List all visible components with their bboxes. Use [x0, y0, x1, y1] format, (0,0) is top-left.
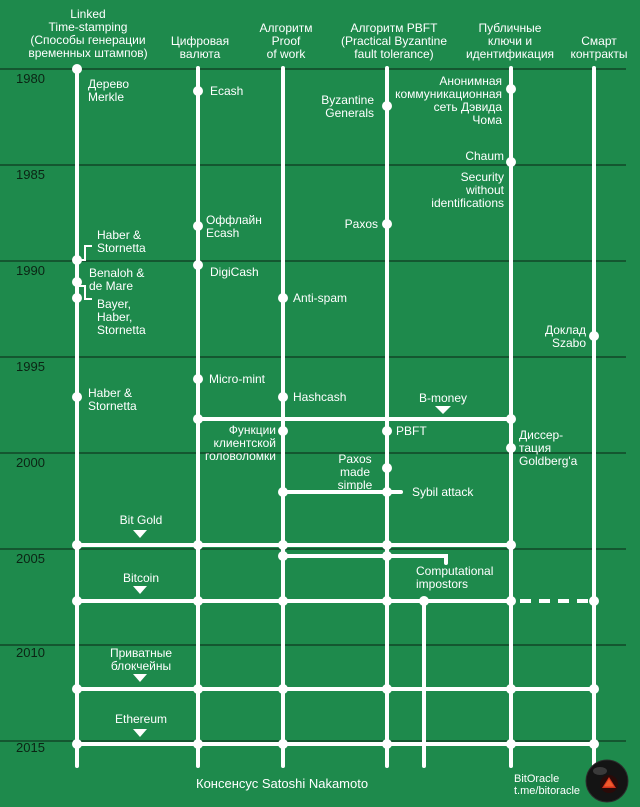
year-label: 1980 — [16, 71, 45, 86]
node-sybil: Sybil attack — [412, 485, 474, 499]
dot-pbft — [382, 426, 392, 436]
node-haber2: Haber & Stornetta — [88, 386, 137, 413]
node-byzantine: Byzantine Generals — [321, 93, 374, 120]
private-arrow-icon — [133, 674, 147, 682]
dot-bitgold-ts — [72, 540, 82, 550]
dot-bitcoin-smart — [589, 596, 599, 606]
node-ecash: Ecash — [210, 84, 244, 98]
dot-private-smart — [589, 684, 599, 694]
dot-ethereum-ts — [72, 739, 82, 749]
header-pbft: Алгоритм PBFT (Practical Byzantine fault tolerance) — [340, 21, 448, 61]
bmoney-arrow-icon — [435, 406, 451, 414]
year-label: 2000 — [16, 455, 45, 470]
dot-hashcash — [278, 392, 288, 402]
brand-caption: BitOracle t.me/bitoracle — [514, 773, 581, 797]
dot-bitcoin-dc — [193, 596, 203, 606]
dot-sybil-pbft — [382, 487, 392, 497]
dot-bitcoin-pk — [506, 596, 516, 606]
dot-private-pbft — [382, 684, 392, 694]
header-digital-cash: Цифровая валюта — [170, 34, 230, 61]
year-label: 1995 — [16, 359, 45, 374]
node-paxos-simple: Paxos made simple — [337, 452, 373, 492]
header-pubkeys: Публичные ключи и идентификация — [465, 21, 555, 61]
node-szabo: Доклад Szabo — [545, 323, 586, 350]
dot-bitgold-pbft — [382, 540, 392, 550]
header-pow: Алгоритм Proof of work — [259, 21, 313, 61]
node-computational: Computational impostors — [416, 564, 494, 591]
dot-bitcoin-pow — [278, 596, 288, 606]
dot-szabo — [589, 331, 599, 341]
node-dissertation: Диссер- тация Goldberg'a — [519, 428, 578, 468]
bitgold-arrow-icon — [133, 530, 147, 538]
dot-ecash — [193, 86, 203, 96]
year-label: 2005 — [16, 551, 45, 566]
dot-computational-start — [419, 596, 429, 606]
dot-benaloh — [72, 277, 82, 287]
dot-dissertation — [506, 443, 516, 453]
dot-chaum-net — [506, 84, 516, 94]
node-merkle: Дерево Merkle — [88, 77, 130, 104]
dot-haber2 — [72, 392, 82, 402]
node-chaum: Chaum — [465, 149, 504, 163]
dot-puzzles — [278, 426, 288, 436]
dot-digicash — [193, 260, 203, 270]
dot-paxos — [382, 219, 392, 229]
year-label: 2015 — [16, 740, 45, 755]
dot-ethereum-pk — [506, 739, 516, 749]
dot-private-dc — [193, 684, 203, 694]
node-security: Security without identifications — [431, 170, 504, 210]
milestone-bitgold: Bit Gold — [119, 513, 163, 527]
ethereum-arrow-icon — [133, 729, 147, 737]
dot-ethereum-smart — [589, 739, 599, 749]
node-bayer: Bayer, Haber, Stornetta — [97, 297, 146, 337]
node-offline-ecash: Оффлайн Ecash — [206, 213, 262, 240]
node-haber1: Haber & Stornetta — [97, 228, 146, 255]
dot-micromint — [193, 374, 203, 384]
dot-computational-pbft — [382, 551, 392, 561]
node-puzzles: Функции клиентской головоломки — [205, 423, 276, 463]
header-smart: Смарт контракты — [570, 34, 628, 61]
dot-paxos-simple — [382, 463, 392, 473]
dot-sybil-pow — [278, 487, 288, 497]
dot-ethereum-dc — [193, 739, 203, 749]
node-hashcash: Hashcash — [293, 390, 347, 404]
dot-chaum — [506, 157, 516, 167]
dot-bitgold-dc — [193, 540, 203, 550]
dot-computational-pow — [278, 551, 288, 561]
year-label: 1985 — [16, 167, 45, 182]
dot-private-pow — [278, 684, 288, 694]
milestone-bitcoin: Bitcoin — [122, 571, 160, 585]
node-paxos: Paxos — [344, 217, 378, 231]
node-chaum-net: Анонимная коммуникационная сеть Дэвида Чома — [395, 74, 502, 127]
dot-private-pk — [506, 684, 516, 694]
header-timestamping: Linked Time-stamping (Способы генерации временных штампов) — [28, 7, 148, 60]
node-pbft: PBFT — [396, 424, 427, 438]
bitoracle-logo-icon — [582, 758, 632, 804]
milestone-private: Приватные блокчейны — [109, 646, 173, 673]
computational-bar — [283, 556, 446, 563]
consensus-caption: Консенсус Satoshi Nakamoto — [196, 776, 369, 791]
dot-bitcoin-pbft — [382, 596, 392, 606]
dot-ethereum-pow — [278, 739, 288, 749]
year-label: 1990 — [16, 263, 45, 278]
node-micromint: Micro-mint — [209, 372, 265, 386]
dot-antispam — [278, 293, 288, 303]
node-bmoney: B-money — [419, 391, 468, 405]
dot-bayer — [72, 293, 82, 303]
dot-bmoney-dc — [193, 414, 203, 424]
node-benaloh: Benaloh & de Mare — [89, 266, 145, 293]
bitcoin-arrow-icon — [133, 586, 147, 594]
dot-bitcoin-ts — [72, 596, 82, 606]
dot-private-ts — [72, 684, 82, 694]
node-digicash: DigiCash — [210, 265, 259, 279]
milestone-ethereum: Ethereum — [114, 712, 168, 726]
year-label: 2010 — [16, 645, 45, 660]
dot-ethereum-pbft — [382, 739, 392, 749]
dot-bitgold-pk — [506, 540, 516, 550]
dot-merkle — [72, 64, 82, 74]
dot-offline-ecash — [193, 221, 203, 231]
dot-bitgold-pow — [278, 540, 288, 550]
dot-bmoney-pk — [506, 414, 516, 424]
dot-haber1 — [72, 255, 82, 265]
node-antispam: Anti-spam — [293, 291, 348, 305]
